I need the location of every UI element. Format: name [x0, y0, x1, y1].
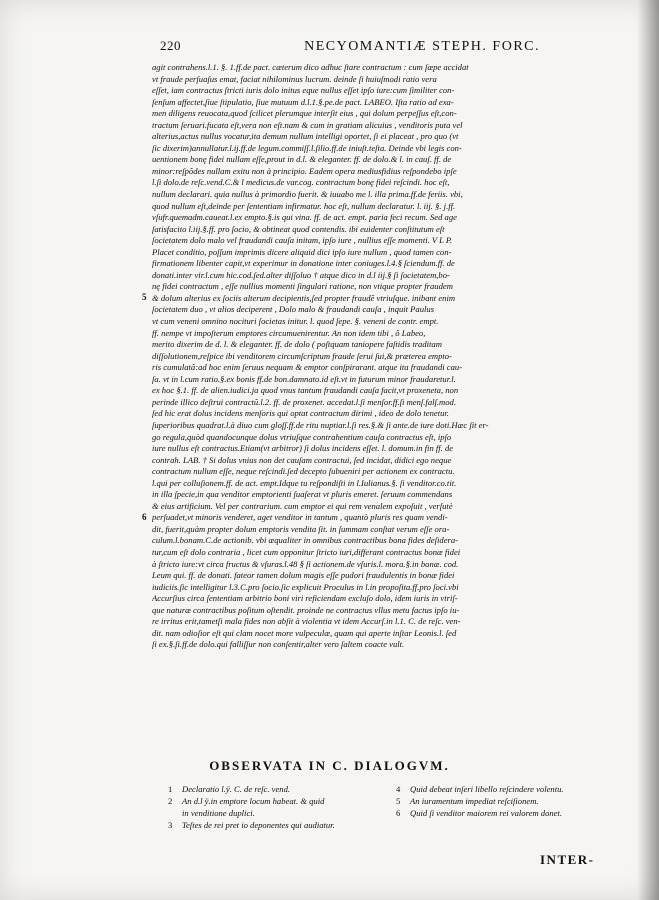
toc-number: 1 — [168, 784, 173, 794]
page-number: 220 — [160, 38, 181, 53]
text-line: Leum qui. ff. de donati. fateor tamen dolum magis eſſe pudori fraudulentis in bonæ fidei — [152, 570, 455, 581]
text-line: Placet conditio, poſſum imprimis dicere aliquid dici ipſo iure nullum , quod tamen con- — [152, 246, 452, 257]
text-line: ſocietatem dolo malo vel fraudandi cauſa initam, ipſo iure , nullius eſſe momenti. V L P. — [152, 235, 453, 246]
toc-number: 3 — [168, 820, 173, 830]
text-line: quod nullum eſt,deinde per ſententiam infirmatur. hoc eſt, nullum declaratur. l. iij. §. j.ff. — [152, 200, 456, 211]
main-text-block — [152, 62, 582, 651]
text-line: ſa. vt in l.cum ratio.§.ex bonis ff.de bon.damnato.id eſt.vt in futurum minor fraudaretur.l. — [152, 373, 456, 384]
toc-number: 4 — [396, 784, 401, 794]
section-title: OBSERVATA IN C. DIALOGVM. — [209, 758, 450, 773]
text-line: à ſtricto iure:vt circa fructus & vſuras.l.48 § ſi actionem.de vſuris.l. mora.§.in bonæ. cod. — [152, 558, 459, 569]
catchword: INTER- — [540, 852, 595, 867]
toc-left-column — [168, 783, 378, 831]
text-line: & dolum alterius ex ſociis alterum decipientis,ſed propter fraudẽ vtriuſque. inibant enim — [152, 292, 456, 303]
text-line: men diligens reuocata,quod ſcilicet plerumque interſit eius , qui dolum perpeſſus eſt,con- — [152, 108, 457, 119]
text-line: in illa ſpecie,in qua venditor emptorienti ſuaſerat vt pluris emeret. ſeruum commendans — [152, 489, 453, 500]
text-line: ſenſum affectet,ſiue ſtipulatio, ſiue mutuum d.l.1.§.pe.de pact. LABEO. Iſta ratio ad exa- — [152, 96, 454, 107]
margin-note-6: 6 — [142, 512, 147, 522]
toc-item — [396, 783, 626, 795]
page-edge-shadow — [637, 0, 659, 900]
toc-text: Declaratio l.ÿ. C. de reſc. vend. — [182, 784, 291, 794]
toc-text: Quid debeat inſeri libello reſcindere volentu. — [410, 784, 564, 794]
text-line: go regula,quòd quandocunque dolus vtriuſque contrahentium cauſa contractus eſt, ipſo — [152, 431, 452, 442]
text-line: l.ſi dolo.de reſc.vend.C.& l medicus.de var.cog. contractum bonę fidei reſcindi. hoc eſt, — [152, 177, 450, 188]
text-line: perinde illico deſtrui contractũ.l.2. ff. de proxenet. accedat.l.ſi menſor.ff.ſi menſ.falſ.mod. — [152, 396, 456, 407]
text-line: eſſet, iam contractus ſtricti iuris dolo initus eque nullus eſſet ipſo iure:cum ſimiliter con- — [152, 85, 455, 96]
text-line: dit, fuerit,quàm propter dolum emptoris vendita ſit. in ſummam conſtat verum eſſe ora- — [152, 523, 450, 534]
toc-number: 5 — [396, 796, 401, 806]
text-line: nullum declarari. quia nullus à primordio fuerit. & iuuabo me l. illa prima.ff.de feriis. vbi, — [152, 189, 463, 200]
text-line: culum.l.bonam.C.de actionib. vbi æqualiter in omnibus contractibus bona fides deſidera- — [152, 535, 459, 546]
text-line: dit. nam odioſior eſt qui clam nocet more vulpeculæ, quam qui aperte inſtar Leonis.l. ſed — [152, 627, 457, 638]
toc-item — [168, 819, 378, 831]
text-line: merito dixerim de d. l. & eleganter. ff. de dolo ( poſtquam taniopere faſtidis traditam — [152, 339, 442, 350]
text-line: ſocietatem duo , vt alios deciperent , Dolo malo & fraudandi cauſa , inquit Paulus — [152, 304, 435, 315]
text-line: firmationem libenter capit,vt experimur in donatione inter coniuges.l.4.§ ſciendum.ff. de — [152, 258, 455, 269]
page-header — [160, 38, 540, 55]
toc-item — [396, 807, 626, 819]
toc-text: An iuramentum impediat reſciſionem. — [410, 796, 539, 806]
text-line: & eius artificium. Vel per contrarium. cum emptor ei qui rem venalem expoſuit , verſutè — [152, 500, 453, 511]
text-line: diſſolutionem,reſpice ibi venditorem circumſcriptum fraude ſerui ſui,& præterea empto- — [152, 350, 452, 361]
running-title: NECYOMANTIÆ STEPH. FORC. — [304, 39, 540, 54]
text-line: agit contrahens.l.1. §. 1.ff.de pact. cæterum dico adhuc ſtare contractum : cum ſæpe accidat — [152, 62, 469, 72]
text-line: contrah. LAB. † Si dolus vnius non det cauſam contractui, ſed incidat, didici ego neque — [152, 454, 452, 465]
text-line: iudiciis.ſic intelligitur l.3.C.pro ſocio.ſic explicuit Proculus in l.in propoſita.ff.pro ſoci.vbi — [152, 581, 459, 592]
text-line: ex hoc §.1. ff. de alien.iudici.ja quod vnus tantum fraudandi cauſa facit,vt proxeneta, non — [152, 385, 459, 396]
text-line: nę fidei contractum , eſſe nullius momenti ſingulari ratione, non vtique propter fraudem — [152, 281, 453, 292]
text-line: perſuadet,vt minoris venderet, aget venditor in tantum , quantò pluris res quam vendi- — [152, 512, 448, 523]
toc-item — [396, 795, 626, 807]
text-line: vt cum veneni omnino nocituri ſocietas initur. l. quod ſepe. §. veneni de contr. empt. — [152, 316, 439, 327]
text-line: vſufr.quemadm.caueat.l.ex empto.§.is qui vina. ff. de act. empt. paria feci recum. Sed age — [152, 212, 457, 223]
text-line: ſed hic erat dolus incidens menſoris qui optat contractum dirimi , ideo de dolo tenetur. — [152, 408, 449, 419]
margin-note-5: 5 — [142, 292, 147, 302]
toc-item — [168, 783, 378, 795]
text-line: re irritus erit,tametſi mala fides non abſit à violentia vt idem Accurſ.in l.1. C. de reſc. ven- — [152, 616, 461, 627]
text-line: ff. nempe vt impoſterum emptores circumuenirentur. An non idem tibi , ô Labeo, — [152, 327, 426, 338]
text-line: ſic dixerim)annullatur.l.ij.ff.de legum.commiſſ.l.ſilio.ff.de iniuſt.teſta. Deinde vbi legis con- — [152, 142, 462, 153]
text-line: ris cumulatã:ad hoc enim ſeruus nequam & emptor conſpirarant. atque ita fraudandi cau- — [152, 362, 463, 373]
text-line: ſatisfacito l.iij.§.ff. pro ſocio, & obtineat quod contendis. ibi euidenter conſtitutum eſt — [152, 223, 445, 234]
text-line: Accurſius circa ſententiam arbitrio boni viri reficiendam excluſo dolo, idem iuris in vtriſ- — [152, 593, 458, 604]
toc-continuation: in venditione duplici. — [182, 808, 255, 818]
text-line: ſi ex.§.ſi.ff.de dolo.qui falliſſur non conſentir,alter vero ſaltem coacte vult. — [152, 639, 405, 650]
text-line: donati.inter vir.l.cum hic.cod.ſed.alter diſſoluo † atque dico in d.l iij.§ ſi ſocietatem,bo- — [152, 269, 450, 280]
text-line: iure nullus eſt contractus.Etiam(vt arbitror) ſi dolus incidens eſſet. l. domum.in fin ff. de — [152, 443, 454, 454]
toc-number: 2 — [168, 796, 173, 806]
text-line: tur,cum eſt dolo contraria , licet cum opponitur ſtricto iuri,differant contractus bonæ fidei — [152, 546, 461, 557]
toc-text: An d.l ÿ.in emptore locum habeat. & quid — [182, 796, 325, 806]
text-line: ſuperioribus quadrat.l.à diuo cum gloſſ.ff.de ritu nuptiar.l.ſi res.§.& ſi ante.de iure doti.Hæc ſit er- — [152, 419, 489, 430]
text-line: uentionem bonę fidei nullam eſſe,prout in d.l. & eleganter. ff. de dolo.& l. in cauſ. ff. de — [152, 154, 452, 165]
text-line: contractum nullum eſſe, neque reſcindi.ſed decepto ſubueniri per actionem ex contractu. — [152, 466, 455, 477]
text-line: vt fraude perſuaſus emat, faciat nihilominus lucrum. deinde ſi huiuſmodi ratio vera — [152, 73, 437, 84]
toc-text: Quid ſi venditor maiorem rei valorem donet. — [410, 808, 563, 818]
toc-number: 6 — [396, 808, 401, 818]
text-line: l.qui per colluſionem.ff. de act. empt.Idque tu reſpondiſti in l.Iulianus.§. ſi venditor.co.tit. — [152, 477, 457, 488]
text-line: que naturæ contractibus poſitum oſtendit. proinde ne contractus vllus metu factus ipſo iu- — [152, 604, 460, 615]
toc-right-column — [396, 783, 626, 819]
toc-item — [168, 795, 378, 807]
toc-text: Teſtes de rei pret io deponentes qui audiatur. — [182, 820, 335, 830]
text-line: minor:reſpõdes nullam exitu non à principio. Eadem opera mediusfidius reſpondebo ipſe — [152, 165, 457, 176]
text-line: alterius,actus nullus vocatur,ita demum nullum intelligi oportet, ſi ei placeat , pro quo (vt — [152, 131, 459, 142]
text-line: tractum ſeruari.fucata eſt,vera non eſt.nam & cum in gratiam alicuius , venditoris puta vel — [152, 119, 463, 130]
